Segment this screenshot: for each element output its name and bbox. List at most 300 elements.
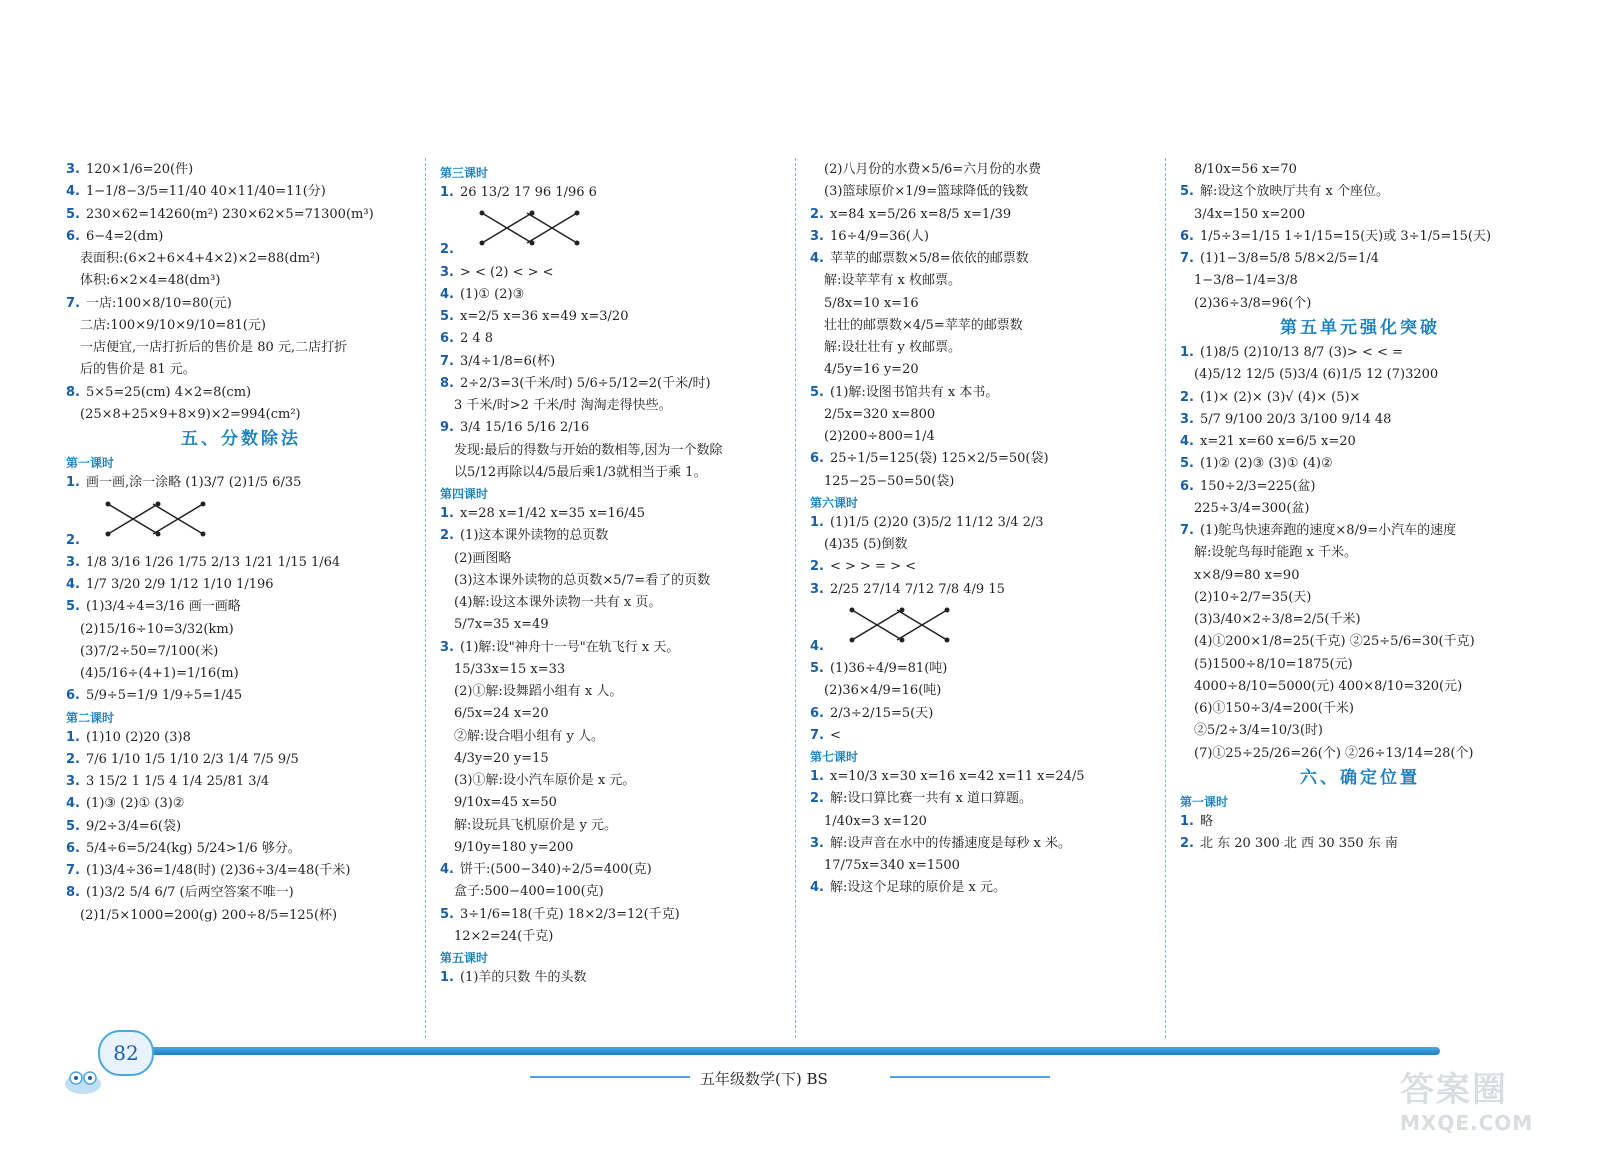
answer-line: [440, 751, 790, 767]
answer-text: (6)①150÷3/4=200(千米): [1194, 701, 1354, 716]
answer-text: (1)1−3/8=5/8 5/8×2/5=1/4: [1199, 251, 1379, 266]
question-number: 1.: [440, 506, 454, 521]
answer-line: [66, 644, 416, 660]
answer-text: x=28 x=1/42 x=35 x=16/45: [459, 506, 646, 521]
answer-text: 125−25−50=50(袋): [824, 473, 955, 489]
answer-line: [66, 273, 416, 289]
matching-dot: [105, 501, 110, 506]
answer-text: (1)3/4÷36=1/48(时) (2)36÷3/4=48(千米): [85, 863, 351, 878]
answer-line: [1180, 390, 1540, 406]
answer-column-3: [810, 162, 1160, 903]
answer-text: 16÷4/9=36(人): [829, 228, 929, 244]
answer-line: [66, 666, 416, 682]
answer-text: (4)35 (5)倒数: [824, 537, 908, 552]
question-number: 3.: [1180, 411, 1194, 427]
answer-line: [440, 929, 790, 945]
answer-text: 5/7 9/100 20/3 3/100 9/14 48: [1199, 411, 1392, 427]
lesson-heading: 第三课时: [440, 166, 489, 180]
question-number: 7.: [810, 727, 824, 743]
lesson-heading: 第六课时: [810, 495, 859, 510]
answer-text: (1)③ (2)① (3)②: [85, 796, 185, 812]
answer-text: 9/2÷3/4=6(袋): [85, 818, 182, 834]
answer-line: [66, 688, 416, 704]
answer-text: (2)画图略: [454, 550, 512, 566]
matching-dot: [105, 531, 110, 536]
page-number: 82: [98, 1030, 154, 1076]
answer-text: 9/10y=180 y=200: [454, 839, 574, 855]
answer-line: [810, 207, 1160, 223]
answer-text: 225÷3/4=300(盆): [1194, 500, 1310, 516]
answer-column-2: [440, 162, 790, 992]
answer-line: [810, 880, 1160, 896]
answer-line: [810, 769, 1160, 785]
answer-column-4: [1180, 162, 1540, 859]
answer-line: [440, 309, 790, 325]
answer-text: (1)× (2)× (3)√ (4)× (5)×: [1199, 389, 1361, 405]
matching-dot: [529, 241, 534, 246]
answer-text: 1/7 3/20 2/9 1/12 1/10 1/196: [85, 577, 274, 592]
answer-text: 以5/12再除以4/5最后乘1/3就相当于乘 1。: [454, 464, 707, 480]
question-number: 3.: [66, 162, 80, 177]
answer-line: [1180, 251, 1540, 267]
answer-text: 解:设声音在水中的传播速度是每秒 x 米。: [829, 835, 1071, 851]
answer-text: (3)①解:设小汽车原价是 x 元。: [454, 773, 636, 788]
answer-text: 体积:6×2×4=48(dm³): [80, 273, 221, 289]
answer-line: [440, 376, 790, 392]
answer-text: (1)解:设图书馆共有 x 本书。: [829, 384, 999, 400]
answer-text: (1)解:设"神舟十一号"在轨飞行 x 天。: [459, 639, 680, 655]
answer-text: 北 东 20 300 北 西 30 350 东 南: [1199, 836, 1398, 852]
answer-text: 2/3÷2/15=5(天): [829, 705, 934, 721]
answer-line: [440, 729, 790, 745]
answer-text: 解:设壮壮有 y 枚邮票。: [824, 340, 961, 355]
matching-dot: [479, 241, 484, 246]
answer-line: [66, 622, 416, 638]
answer-text: ②5/2÷3/4=10/3(时): [1194, 723, 1323, 739]
question-number: 8.: [66, 885, 80, 901]
answer-text: (5)1500÷8/10=1875(元): [1194, 656, 1353, 672]
matching-lines-diagram: [842, 604, 962, 646]
answer-text: 7/6 1/10 1/5 1/10 2/3 1/4 7/5 9/5: [85, 751, 299, 767]
answer-line: [440, 818, 790, 834]
answer-line: [810, 814, 1160, 830]
question-number: 4.: [810, 880, 824, 896]
question-number: 4.: [440, 286, 454, 302]
answer-text: x=21 x=60 x=6/5 x=20: [1199, 434, 1356, 449]
answer-line: [66, 908, 416, 924]
answer-line: [1180, 412, 1540, 428]
answer-line: [440, 506, 790, 522]
answer-text: (4)①200×1/8=25(千克) ②25÷5/6=30(千克): [1194, 634, 1475, 650]
question-number: 1.: [66, 729, 80, 745]
question-number: 1.: [1180, 345, 1194, 360]
answer-text: 一店:100×8/10=80(元): [85, 295, 232, 311]
answer-text: 2 4 8: [459, 331, 494, 347]
answer-text: (4)5/12 12/5 (5)3/4 (6)1/5 12 (7)3200: [1194, 367, 1439, 383]
answer-line: [810, 340, 1160, 356]
answer-text: 饼干:(500−340)÷2/5=400(克): [459, 862, 652, 877]
answer-line: [810, 604, 1160, 655]
answer-text: 6−4=2(dm): [85, 228, 164, 244]
watermark-line1: 答案圈: [1400, 1070, 1508, 1110]
answer-text: (2)10÷2/7=35(天): [1194, 589, 1312, 605]
book-title: 五年级数学(下) BS: [700, 1070, 828, 1088]
answer-text: 后的售价是 81 元。: [80, 362, 196, 378]
answer-text: 1−3/8−1/4=3/8: [1194, 273, 1298, 289]
answer-text: 解:设玩具飞机原价是 y 元。: [454, 817, 617, 833]
answer-text: (1)3/2 5/4 6/7 (后两空答案不唯一): [85, 885, 294, 901]
answer-text: 解:设口算比赛一共有 x 道口算题。: [829, 791, 1032, 807]
answer-line: [810, 184, 1160, 200]
answer-line: [66, 229, 416, 245]
question-number: 5.: [810, 384, 824, 400]
matching-dot: [899, 607, 904, 612]
unit-title: 六、确定位置: [1300, 767, 1420, 788]
matching-dot: [899, 637, 904, 642]
question-number: 4.: [1180, 434, 1194, 449]
answer-line: [440, 551, 790, 567]
answer-line: [810, 451, 1160, 467]
answer-text: 表面积:(6×2+6×4+4×2)×2=88(dm²): [80, 251, 321, 266]
answer-text: 盒子:500−400=100(克): [454, 884, 604, 900]
answer-line: [810, 559, 1160, 575]
question-number: 3.: [440, 639, 454, 655]
answer-text: 3 15/2 1 1/5 4 1/4 25/81 3/4: [85, 774, 270, 789]
question-number: 5.: [1180, 456, 1194, 472]
answer-line: [810, 661, 1160, 677]
question-number: 1.: [1180, 814, 1194, 829]
answer-text: 2/5x=320 x=800: [824, 406, 936, 422]
question-number: 2.: [440, 528, 454, 544]
answer-line: [1180, 568, 1540, 584]
answer-line: [440, 354, 790, 370]
answer-line: [810, 429, 1160, 445]
answer-text: (2)200÷800=1/4: [824, 429, 935, 444]
question-number: 6.: [66, 840, 80, 856]
answer-text: 解:设这个足球的原价是 x 元。: [829, 880, 1006, 896]
unit-title: 五、分数除法: [181, 429, 301, 449]
watermark: [1400, 1062, 1570, 1135]
answer-line: [440, 684, 790, 700]
answer-text: 3/4x=150 x=200: [1194, 206, 1306, 222]
question-number: 1.: [66, 475, 80, 491]
answer-line: [66, 841, 416, 857]
answer-line: [1180, 456, 1540, 472]
answer-text: 6/5x=24 x=20: [454, 706, 549, 722]
answer-text: (2)36×4/9=16(吨): [824, 683, 942, 699]
matching-dot: [155, 501, 160, 506]
answer-text: ②解:设合唱小组有 y 人。: [454, 728, 604, 744]
footer-rule-left: [530, 1076, 690, 1078]
answer-line: [810, 273, 1160, 289]
answer-text: 4/5y=16 y=20: [824, 362, 919, 378]
answer-line: [440, 528, 790, 544]
lesson-heading: 第一课时: [1180, 795, 1229, 809]
answer-line: [810, 858, 1160, 874]
answer-text: 3 千米/时>2 千米/时 淘淘走得快些。: [454, 398, 672, 413]
answer-text: 一店便宜,一店打折后的售价是 80 元,二店打折: [80, 340, 348, 355]
answer-text: (1)这本课外读物的总页数: [459, 528, 609, 544]
question-number: 7.: [66, 295, 80, 311]
question-number: 6.: [1180, 478, 1194, 494]
lesson-heading: 第二课时: [66, 710, 115, 725]
answer-line: [810, 296, 1160, 312]
lesson-heading: 第一课时: [66, 456, 115, 471]
answer-line: [440, 773, 790, 789]
question-number: 1.: [440, 185, 454, 200]
answer-line: [440, 287, 790, 303]
matching-dot: [849, 607, 854, 612]
answer-text: 3÷1/6=18(千克) 18×2/3=12(千克): [459, 906, 680, 922]
answer-line: [66, 796, 416, 812]
answer-text: 230×62=14260(m²) 230×62×5=71300(m³): [85, 206, 374, 222]
answer-line: [1180, 814, 1540, 830]
answer-line: [1180, 657, 1540, 673]
answer-line: [810, 162, 1160, 178]
answer-line: [66, 296, 416, 312]
question-number: 6.: [810, 705, 824, 721]
answer-text: (1)10 (2)20 (3)8: [85, 729, 191, 745]
column-divider: [1165, 158, 1166, 1038]
answer-text: 壮壮的邮票数×4/5=苹苹的邮票数: [824, 317, 1023, 333]
answer-line: [66, 340, 416, 356]
answer-line: [1180, 612, 1540, 628]
answer-line: [810, 407, 1160, 423]
answer-line: [66, 407, 416, 423]
question-number: 3.: [810, 581, 824, 597]
answer-text: < > > = > <: [829, 559, 917, 575]
question-number: 4.: [440, 862, 454, 877]
answer-line: [66, 730, 416, 746]
answer-text: <: [829, 727, 841, 743]
watermark-line2: MXQE.COM: [1400, 1111, 1534, 1135]
question-number: 2.: [1180, 389, 1194, 405]
answer-text: (2)36÷3/8=96(个): [1194, 295, 1312, 311]
answer-text: (1)8/5 (2)10/13 8/7 (3)> < < =: [1199, 345, 1403, 360]
question-number: 1.: [440, 970, 454, 985]
answer-line: [66, 577, 416, 593]
answer-text: 5/4÷6=5/24(kg) 5/24>1/6 够分。: [85, 840, 301, 856]
question-number: 2.: [66, 751, 80, 767]
answer-line: [440, 884, 790, 900]
matching-dot: [574, 241, 579, 246]
answer-text: 2÷2/3=3(千米/时) 5/6÷5/12=2(千米/时): [459, 375, 711, 391]
answer-line: [66, 475, 416, 491]
column-divider: [795, 158, 796, 1038]
answer-text: 1/5÷3=1/15 1÷1/15=15(天)或 3÷1/5=15(天): [1199, 228, 1492, 244]
answer-text: 150÷2/3=225(盆): [1199, 478, 1316, 494]
question-number: 2.: [1180, 836, 1194, 852]
answer-line: [440, 465, 790, 481]
answer-text: (4)5/16÷(4+1)=1/16(m): [80, 666, 239, 681]
answer-line: [440, 420, 790, 436]
answer-line: [440, 443, 790, 459]
answer-text: > < (2) < > <: [459, 264, 554, 280]
question-number: 4.: [810, 251, 824, 266]
lesson-heading: 第五课时: [440, 951, 489, 965]
answer-line: [440, 706, 790, 722]
answer-text: 发现:最后的得数与开始的数相等,因为一个数除: [454, 442, 723, 458]
answer-text: (1)3/4÷4=3/16 画一画略: [85, 599, 241, 615]
answer-text: 4000÷8/10=5000(元) 400×8/10=320(元): [1194, 678, 1463, 694]
matching-dot: [200, 501, 205, 506]
answer-text: (1)鸵鸟快速奔跑的速度×8/9=小汽车的速度: [1199, 523, 1457, 538]
answer-line: [66, 819, 416, 835]
answer-text: 15/33x=15 x=33: [454, 661, 566, 677]
question-number: 1.: [810, 769, 824, 784]
question-number: 6.: [1180, 228, 1194, 244]
answer-text: (1)羊的只数 牛的头数: [459, 970, 587, 985]
answer-line: [810, 791, 1160, 807]
question-number: 5.: [66, 818, 80, 834]
question-number: 3.: [810, 228, 824, 244]
answer-line: [66, 362, 416, 378]
matching-lines-diagram: [98, 498, 218, 540]
question-number: 5.: [440, 309, 454, 324]
lesson-heading: 第四课时: [440, 487, 489, 501]
answer-line: [810, 362, 1160, 378]
answer-text: 2/25 27/14 7/12 7/8 4/9 15: [829, 581, 1005, 597]
answer-line: [66, 555, 416, 571]
answer-text: (2)①解:设舞蹈小组有 x 人。: [454, 684, 623, 699]
answer-line: [1180, 367, 1540, 383]
answer-line: [66, 207, 416, 223]
question-number: 7.: [66, 863, 80, 878]
answer-text: 17/75x=340 x=1500: [824, 858, 960, 873]
answer-line: [440, 398, 790, 414]
answer-line: [1180, 207, 1540, 223]
answer-text: 3/4 15/16 5/16 2/16: [459, 420, 590, 436]
answer-text: (3)3/40×2÷3/8=2/5(千米): [1194, 612, 1361, 627]
question-number: 2.: [440, 242, 454, 258]
answer-line: [810, 537, 1160, 553]
answer-text: x×8/9=80 x=90: [1194, 567, 1300, 583]
answer-line: [440, 265, 790, 281]
answer-line: [440, 185, 790, 201]
answer-text: 120×1/6=20(件): [85, 162, 194, 177]
answer-text: 解:设鸵鸟每时能跑 x 千米。: [1194, 545, 1357, 561]
answer-line: [1180, 184, 1540, 200]
answer-text: 解:设这个放映厅共有 x 个座位。: [1199, 184, 1389, 200]
answer-text: (1)36÷4/9=81(吨): [829, 661, 948, 676]
matching-dot: [944, 607, 949, 612]
answer-line: [810, 229, 1160, 245]
lesson-heading: 第七课时: [810, 750, 859, 764]
answer-line: [440, 795, 790, 811]
question-number: 2.: [810, 791, 824, 807]
answer-line: [66, 251, 416, 267]
question-number: 2.: [810, 206, 824, 222]
answer-line: [66, 498, 416, 549]
answer-column-1: [66, 162, 416, 930]
answer-text: 1/40x=3 x=120: [824, 813, 927, 829]
question-number: 2.: [66, 532, 80, 548]
answer-line: [66, 863, 416, 879]
answer-line: [440, 907, 790, 923]
answer-line: [440, 331, 790, 347]
question-number: 3.: [66, 774, 80, 789]
answer-line: [1180, 701, 1540, 717]
answer-line: [810, 836, 1160, 852]
matching-dot: [849, 637, 854, 642]
matching-dot: [155, 531, 160, 536]
answer-line: [1180, 345, 1540, 361]
matching-dot: [479, 211, 484, 216]
column-divider: [425, 158, 426, 1038]
matching-dot: [574, 211, 579, 216]
question-number: 7.: [1180, 523, 1194, 538]
answer-line: [1180, 634, 1540, 650]
answer-line: [1180, 679, 1540, 695]
answer-line: [1180, 590, 1540, 606]
answer-line: [1180, 523, 1540, 539]
question-number: 3.: [66, 554, 80, 570]
question-number: 6.: [440, 331, 454, 347]
matching-lines-diagram: [472, 207, 592, 249]
answer-line: [1180, 162, 1540, 178]
answer-text: 5/9÷5=1/9 1/9÷5=1/45: [85, 688, 243, 704]
question-number: 4.: [66, 796, 80, 812]
answer-text: 12×2=24(千克): [454, 928, 554, 944]
answer-line: [810, 728, 1160, 744]
question-number: 4.: [66, 577, 80, 592]
question-number: 6.: [66, 688, 80, 704]
answer-line: [66, 885, 416, 901]
answer-text: 1/8 3/16 1/26 1/75 2/13 1/21 1/15 1/64: [85, 554, 341, 570]
answer-line: [66, 318, 416, 334]
question-number: 3.: [810, 835, 824, 851]
answer-text: 26 13/2 17 96 1/96 6: [459, 185, 597, 200]
question-number: 7.: [1180, 251, 1194, 266]
question-number: 9.: [440, 420, 454, 436]
answer-text: (3)7/2÷50=7/100(米): [80, 643, 219, 659]
answer-line: [440, 617, 790, 633]
question-number: 5.: [440, 906, 454, 922]
question-number: 5.: [810, 661, 824, 676]
answer-text: (2)1/5×1000=200(g) 200÷8/5=125(杯): [80, 907, 338, 923]
answer-text: 略: [1199, 814, 1213, 829]
answer-line: [810, 582, 1160, 598]
answer-text: (1)1/5 (2)20 (3)5/2 11/12 3/4 2/3: [829, 514, 1044, 530]
answer-line: [1180, 479, 1540, 495]
matching-dot: [944, 637, 949, 642]
answer-text: (4)解:设这本课外读物一共有 x 页。: [454, 595, 662, 610]
answer-text: 8/10x=56 x=70: [1194, 162, 1297, 177]
answer-text: 3/4÷1/8=6(杯): [459, 353, 556, 369]
answer-line: [1180, 434, 1540, 450]
answer-line: [1180, 836, 1540, 852]
answer-line: [810, 251, 1160, 267]
matching-dot: [200, 531, 205, 536]
answer-line: [440, 595, 790, 611]
answer-text: 5/7x=35 x=49: [454, 617, 549, 633]
answer-text: (2)15/16÷10=3/32(km): [80, 621, 234, 637]
answer-text: (1)② (2)③ (3)① (4)②: [1199, 456, 1333, 472]
answer-line: [66, 385, 416, 401]
answer-line: [810, 474, 1160, 490]
answer-line: [810, 683, 1160, 699]
answer-text: x=10/3 x=30 x=16 x=42 x=11 x=24/5: [829, 769, 1085, 784]
answer-line: [66, 774, 416, 790]
answer-text: 二店:100×9/10×9/10=81(元): [80, 317, 266, 333]
answer-line: [810, 706, 1160, 722]
answer-text: (7)①25÷25/26=26(个) ②26÷13/14=28(个): [1194, 745, 1474, 761]
answer-line: [440, 207, 790, 258]
answer-line: [66, 162, 416, 178]
mascot-icon: [60, 1062, 106, 1096]
unit-title: 第五单元强化突破: [1280, 317, 1440, 338]
question-number: 2.: [810, 559, 824, 575]
